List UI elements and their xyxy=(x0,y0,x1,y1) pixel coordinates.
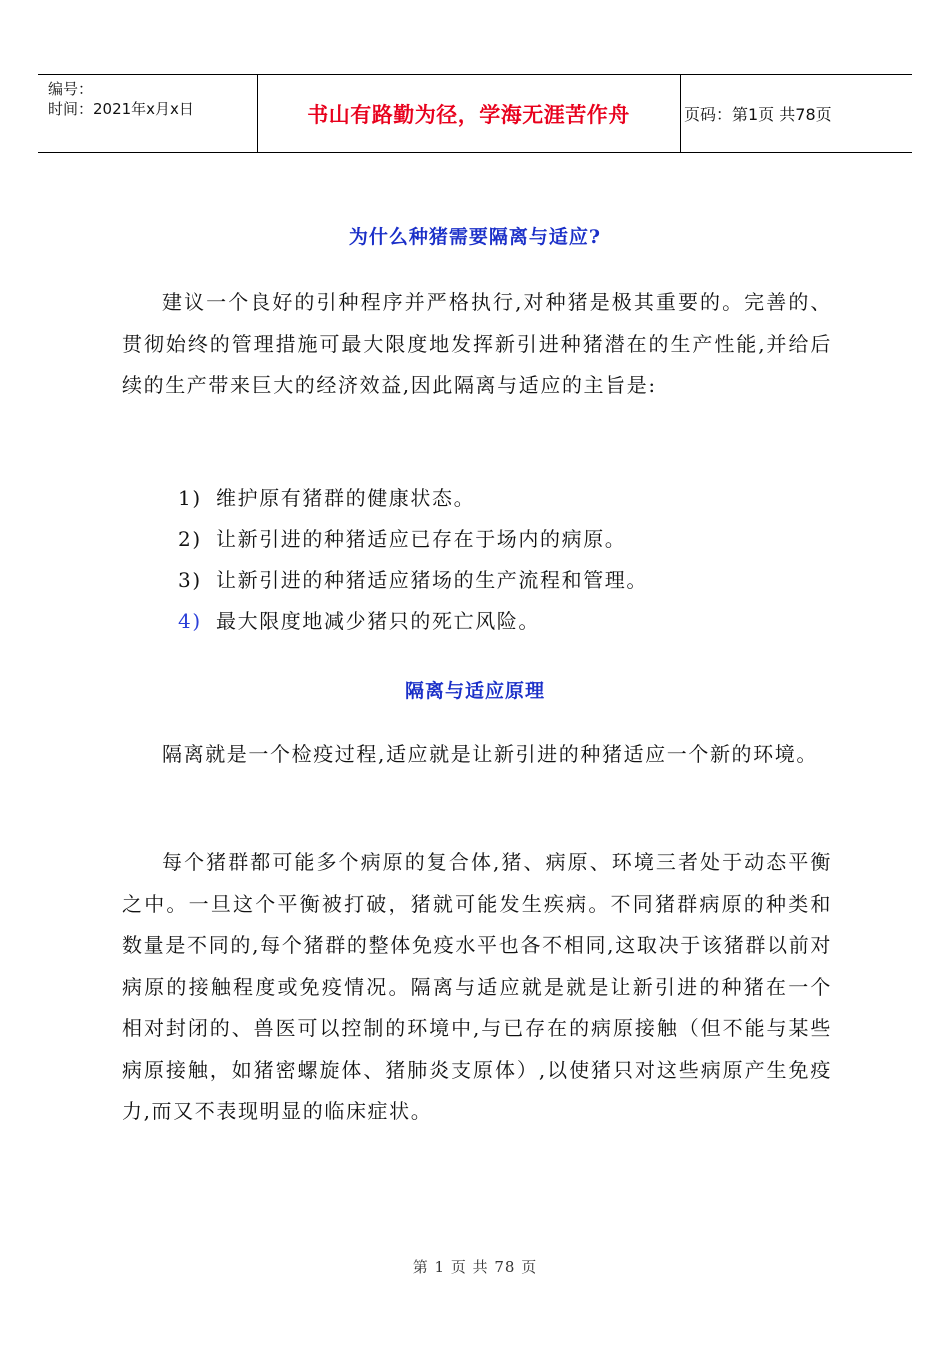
list-item xyxy=(178,601,648,642)
list-number: 2) xyxy=(178,527,202,551)
list-item xyxy=(178,478,648,519)
page-header xyxy=(38,74,912,153)
list-number: 4) xyxy=(178,609,202,633)
section-title: 隔离与适应原理 xyxy=(404,680,545,702)
header-divider xyxy=(680,75,681,152)
principle-paragraph-2: 每个猪群都可能多个病原的复合体,猪、病原、环境三者处于动态平衡之中。一旦这个平衡被打破，猪就可能发生疾病。不同猪群病原的种类和数量是不同的,每个猪群的整体免疫水平也各不相同,这取决于该猪群以前对病原的接触程度或免疫情况。隔离与适应就是就是让新引进的种猪在一个相对封闭的、兽医可以控制的环境中,与已存在的病原接触（但不能与某些病原接触，如猪密螺旋体、猪肺炎支原体）,以使猪只对这些病原产生免疫力,而又不表现明显的临床症状。 xyxy=(122,850,832,1123)
header-motto: 书山有路勤为径，学海无涯苦作舟 xyxy=(307,102,630,127)
list-number: 3) xyxy=(178,568,202,592)
aims-list xyxy=(178,478,648,642)
list-item xyxy=(178,560,648,601)
header-meta xyxy=(48,79,256,119)
serial-label: 编号： xyxy=(48,80,94,98)
principle-paragraph-1: 隔离就是一个检疫过程,适应就是让新引进的种猪适应一个新的环境。 xyxy=(162,742,818,766)
list-item xyxy=(178,519,648,560)
intro-paragraph: 建议一个良好的引种程序并严格执行,对种猪是极其重要的。完善的、贯彻始终的管理措施可最大限度地发挥新引进种猪潜在的生产性能,并给后续的生产带来巨大的经济效益,因此隔离与适应的主旨是: xyxy=(122,290,832,397)
date-label: 时间：2021年x月x日 xyxy=(48,100,194,118)
page-footer: 第 1 页 共 78 页 xyxy=(412,1258,538,1276)
list-text: 维护原有猪群的健康状态。 xyxy=(216,486,476,510)
list-text: 让新引进的种猪适应猪场的生产流程和管理。 xyxy=(216,568,648,592)
list-number: 1) xyxy=(178,486,202,510)
header-page-info: 页码：第1页 共78页 xyxy=(684,105,832,124)
list-text: 让新引进的种猪适应已存在于场内的病原。 xyxy=(216,527,627,551)
list-text: 最大限度地减少猪只的死亡风险。 xyxy=(216,609,540,633)
article-title: 为什么种猪需要隔离与适应? xyxy=(348,226,602,248)
